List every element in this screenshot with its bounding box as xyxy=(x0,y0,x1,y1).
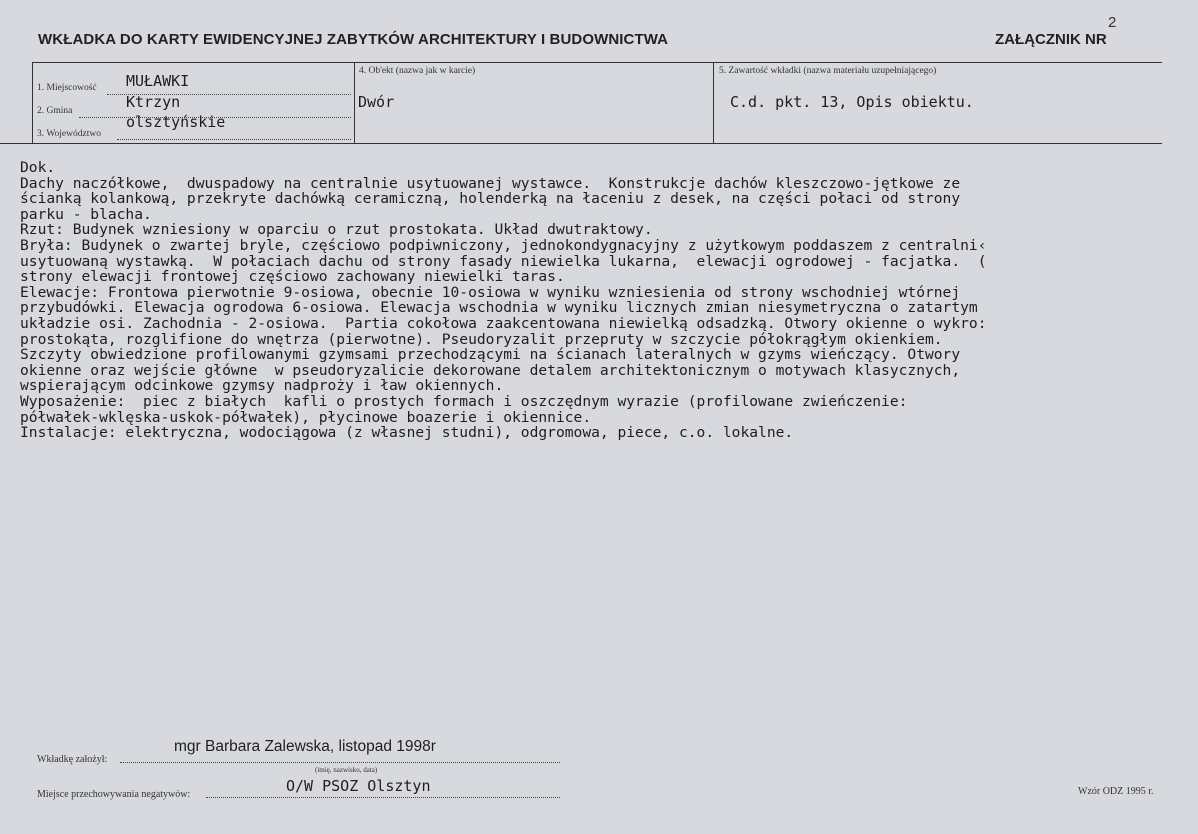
author-value: mgr Barbara Zalewska, listopad 1998r xyxy=(174,738,436,755)
description-line: strony elewacji frontowej częściowo zachowany niewielki taras. xyxy=(20,269,565,285)
description-line: Dachy naczółkowe, dwuspadowy na centralnie usytuowanej wystawce. Konstrukcje dachów kleszczowo-jętkowe ze xyxy=(20,175,961,192)
storage-dots xyxy=(206,797,560,798)
description-line: ścianką kolankową, przekryte dachówką ceramiczną, holenderką na łaceniu z desek, na części połaci od strony xyxy=(20,191,961,207)
miejscowosc-value: MUŁAWKI xyxy=(126,72,190,90)
wojewodztwo-value: olsztyńskie xyxy=(126,113,226,131)
description-line: okienne oraz wejście główne w pseudoryzalicie dekorowane detalem architektonicznym o motywach klasycznych, xyxy=(20,362,961,379)
storage-value: O/W PSOZ Olsztyn xyxy=(286,777,431,795)
page-number: 2 xyxy=(1108,14,1117,31)
description-line: Rzut: Budynek wzniesiony w oparciu o rzut prostokata. Układ dwutraktowy. xyxy=(20,222,653,238)
description-line: układzie osi. Zachodnia - 2-osiowa. Partia cokołowa zaakcentowana niewielką odsadzką. Otwory okienne o wykro: xyxy=(20,315,987,332)
description-line: Dok. xyxy=(20,160,56,176)
miejscowosc-label: 1. Miejscowość xyxy=(37,83,97,93)
divider-right xyxy=(713,62,714,144)
gmina-label: 2. Gmina xyxy=(37,106,73,116)
form-title: WKŁADKA DO KARTY EWIDENCYJNEJ ZABYTKÓW ARCHITEKTURY I BUDOWNICTWA xyxy=(38,31,669,48)
author-caption: (imię, nazwisko, data) xyxy=(315,766,378,774)
description-line: Szczyty obwiedzione profilowanymi gzymsami przechodzącymi na ścianach lateralnych w gzyms wieńczący. Otwory xyxy=(20,347,961,363)
description-line: przybudówki. Elewacja ogrodowa 6-osiowa. Elewacja wschodnia w wyniku licznych zmian niesymetryczna o zatartym xyxy=(20,300,978,316)
description-line: Bryła: Budynek o zwartej bryle, częściowo podpiwniczony, jednokondygnacyjny z użytkowym poddaszem z centralni‹ xyxy=(20,237,987,254)
description-line: Elewacje: Frontowa pierwotnie 9-osiowa, obecnie 10-osiowa w wyniku wzniesienia od strony wschodniej wtórnej xyxy=(20,284,961,301)
divider-middle xyxy=(354,62,355,144)
top-rule xyxy=(32,62,1162,63)
obiekt-label: 4. Ob'ekt (nazwa jak w karcie) xyxy=(359,66,476,76)
obiekt-value: Dwór xyxy=(358,93,395,111)
description-line: parku - blacha. xyxy=(20,206,152,223)
divider-left xyxy=(32,62,33,144)
description-line: Instalacje: elektryczna, wodociągowa (z własnej studni), odgromowa, piece, c.o. lokalne. xyxy=(20,425,794,441)
zawartosc-value: C.d. pkt. 13, Opis obiektu. xyxy=(730,93,974,111)
zawartosc-label: 5. Zawartość wkładki (nazwa materiału uzupełniającego) xyxy=(719,66,937,76)
description-line: półwałek-wklęska-uskok-półwałek), płycinowe boazerie i okiennice. xyxy=(20,409,592,426)
attachment-label: ZAŁĄCZNIK NR xyxy=(995,31,1107,48)
wojewodztwo-label: 3. Województwo xyxy=(37,129,101,139)
description-line: Wyposażenie: piec z białych kafli o prostych formach i oszczędnym wyrazie (profilowane zwieńczenie: xyxy=(20,393,908,410)
header-bottom-rule xyxy=(0,143,1162,144)
description-line: prostokąta, rozglifione do wnętrza (pierwotne). Pseudoryzalit przepruty w szczycie półokrągłym okienkiem. xyxy=(20,331,943,348)
form-version: Wzór ODZ 1995 r. xyxy=(1078,786,1154,797)
description-line: usytuowaną wystawką. W połaciach dachu od strony fasady niewielka lukarna, elewacji ogrodowej - facjatka. ( xyxy=(20,253,987,270)
wojewodztwo-dots xyxy=(117,139,351,140)
author-dots xyxy=(120,762,560,763)
author-label: Wkładkę założył: xyxy=(37,754,108,765)
description-line: wspierającym odcinkowe gzymsy nadproży i ław okiennych. xyxy=(20,378,504,394)
storage-label: Miejsce przechowywania negatywów: xyxy=(37,789,191,800)
gmina-value: Ktrzyn xyxy=(126,93,181,111)
description-text xyxy=(20,160,1190,441)
